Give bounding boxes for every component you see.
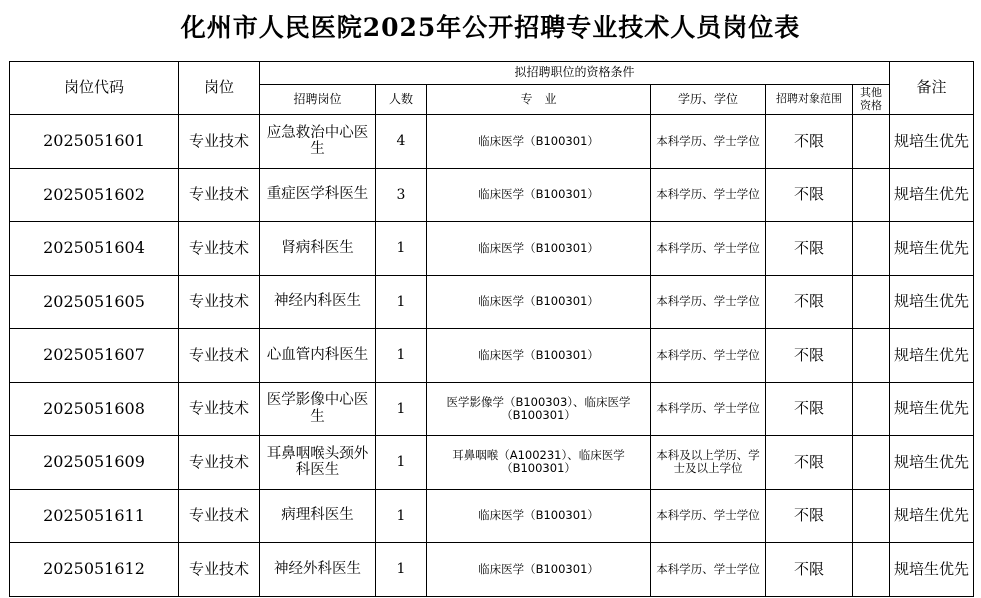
cell-scope: 不限 <box>766 115 853 169</box>
cell-scope: 不限 <box>766 168 853 222</box>
table-row <box>10 222 974 276</box>
cell-post: 应急救治中心医生 <box>260 115 376 169</box>
table-row <box>10 168 974 222</box>
cell-major: 临床医学（B100301） <box>427 543 651 597</box>
cell-post: 重症医学科医生 <box>260 168 376 222</box>
cell-job: 专业技术 <box>179 489 260 543</box>
table-row <box>10 543 974 597</box>
header-note: 备注 <box>890 62 974 115</box>
header-major: 专 业 <box>427 85 651 115</box>
cell-scope: 不限 <box>766 275 853 329</box>
page-title: 化州市人民医院2025年公开招聘专业技术人员岗位表 <box>180 13 801 42</box>
cell-major: 临床医学（B100301） <box>427 115 651 169</box>
cell-scope: 不限 <box>766 436 853 490</box>
cell-education: 本科学历、学士学位 <box>651 382 766 436</box>
table-row <box>10 329 974 383</box>
cell-scope: 不限 <box>766 489 853 543</box>
cell-code: 2025051605 <box>10 275 179 329</box>
cell-scope: 不限 <box>766 222 853 276</box>
cell-code: 2025051611 <box>10 489 179 543</box>
cell-other <box>853 275 890 329</box>
cell-note: 规培生优先 <box>890 382 974 436</box>
cell-education: 本科学历、学士学位 <box>651 329 766 383</box>
header-count: 人数 <box>376 85 427 115</box>
cell-major: 临床医学（B100301） <box>427 489 651 543</box>
cell-note: 规培生优先 <box>890 329 974 383</box>
cell-post: 耳鼻咽喉头颈外科医生 <box>260 436 376 490</box>
cell-code: 2025051607 <box>10 329 179 383</box>
cell-code: 2025051604 <box>10 222 179 276</box>
cell-major: 耳鼻咽喉（A100231）、临床医学（B100301） <box>427 436 651 490</box>
cell-code: 2025051608 <box>10 382 179 436</box>
cell-code: 2025051602 <box>10 168 179 222</box>
cell-education: 本科学历、学士学位 <box>651 489 766 543</box>
cell-count: 4 <box>376 115 427 169</box>
cell-count: 1 <box>376 489 427 543</box>
cell-code: 2025051612 <box>10 543 179 597</box>
positions-table <box>9 61 974 597</box>
cell-note: 规培生优先 <box>890 275 974 329</box>
cell-count: 1 <box>376 275 427 329</box>
table-row <box>10 382 974 436</box>
cell-count: 1 <box>376 382 427 436</box>
cell-job: 专业技术 <box>179 168 260 222</box>
table-row <box>10 436 974 490</box>
cell-job: 专业技术 <box>179 222 260 276</box>
cell-job: 专业技术 <box>179 436 260 490</box>
cell-job: 专业技术 <box>179 543 260 597</box>
cell-code: 2025051609 <box>10 436 179 490</box>
cell-education: 本科学历、学士学位 <box>651 222 766 276</box>
cell-other <box>853 222 890 276</box>
cell-other <box>853 115 890 169</box>
cell-note: 规培生优先 <box>890 543 974 597</box>
header-qualifications: 拟招聘职位的资格条件 <box>260 62 890 85</box>
cell-job: 专业技术 <box>179 275 260 329</box>
cell-job: 专业技术 <box>179 329 260 383</box>
cell-other <box>853 168 890 222</box>
header-code: 岗位代码 <box>10 62 179 115</box>
header-other: 其他资格 <box>853 85 890 115</box>
cell-job: 专业技术 <box>179 382 260 436</box>
cell-post: 肾病科医生 <box>260 222 376 276</box>
cell-job: 专业技术 <box>179 115 260 169</box>
cell-other <box>853 382 890 436</box>
cell-major: 临床医学（B100301） <box>427 329 651 383</box>
cell-count: 1 <box>376 222 427 276</box>
cell-major: 临床医学（B100301） <box>427 222 651 276</box>
table-row <box>10 489 974 543</box>
cell-education: 本科学历、学士学位 <box>651 115 766 169</box>
cell-education: 本科学历、学士学位 <box>651 543 766 597</box>
cell-education: 本科学历、学士学位 <box>651 275 766 329</box>
cell-major: 临床医学（B100301） <box>427 275 651 329</box>
cell-count: 3 <box>376 168 427 222</box>
header-scope: 招聘对象范围 <box>766 85 853 115</box>
cell-count: 1 <box>376 543 427 597</box>
cell-other <box>853 543 890 597</box>
table-row <box>10 115 974 169</box>
cell-post: 神经外科医生 <box>260 543 376 597</box>
cell-count: 1 <box>376 329 427 383</box>
cell-scope: 不限 <box>766 543 853 597</box>
header-job: 岗位 <box>179 62 260 115</box>
cell-note: 规培生优先 <box>890 115 974 169</box>
header-post: 招聘岗位 <box>260 85 376 115</box>
cell-note: 规培生优先 <box>890 222 974 276</box>
table-row <box>10 275 974 329</box>
cell-other <box>853 329 890 383</box>
cell-education: 本科学历、学士学位 <box>651 168 766 222</box>
cell-note: 规培生优先 <box>890 489 974 543</box>
cell-post: 病理科医生 <box>260 489 376 543</box>
cell-post: 神经内科医生 <box>260 275 376 329</box>
cell-scope: 不限 <box>766 329 853 383</box>
cell-education: 本科及以上学历、学士及以上学位 <box>651 436 766 490</box>
cell-code: 2025051601 <box>10 115 179 169</box>
cell-count: 1 <box>376 436 427 490</box>
header-education: 学历、学位 <box>651 85 766 115</box>
cell-post: 医学影像中心医生 <box>260 382 376 436</box>
cell-other <box>853 489 890 543</box>
cell-other <box>853 436 890 490</box>
cell-note: 规培生优先 <box>890 168 974 222</box>
cell-major: 医学影像学（B100303）、临床医学（B100301） <box>427 382 651 436</box>
cell-post: 心血管内科医生 <box>260 329 376 383</box>
cell-note: 规培生优先 <box>890 436 974 490</box>
cell-major: 临床医学（B100301） <box>427 168 651 222</box>
cell-scope: 不限 <box>766 382 853 436</box>
